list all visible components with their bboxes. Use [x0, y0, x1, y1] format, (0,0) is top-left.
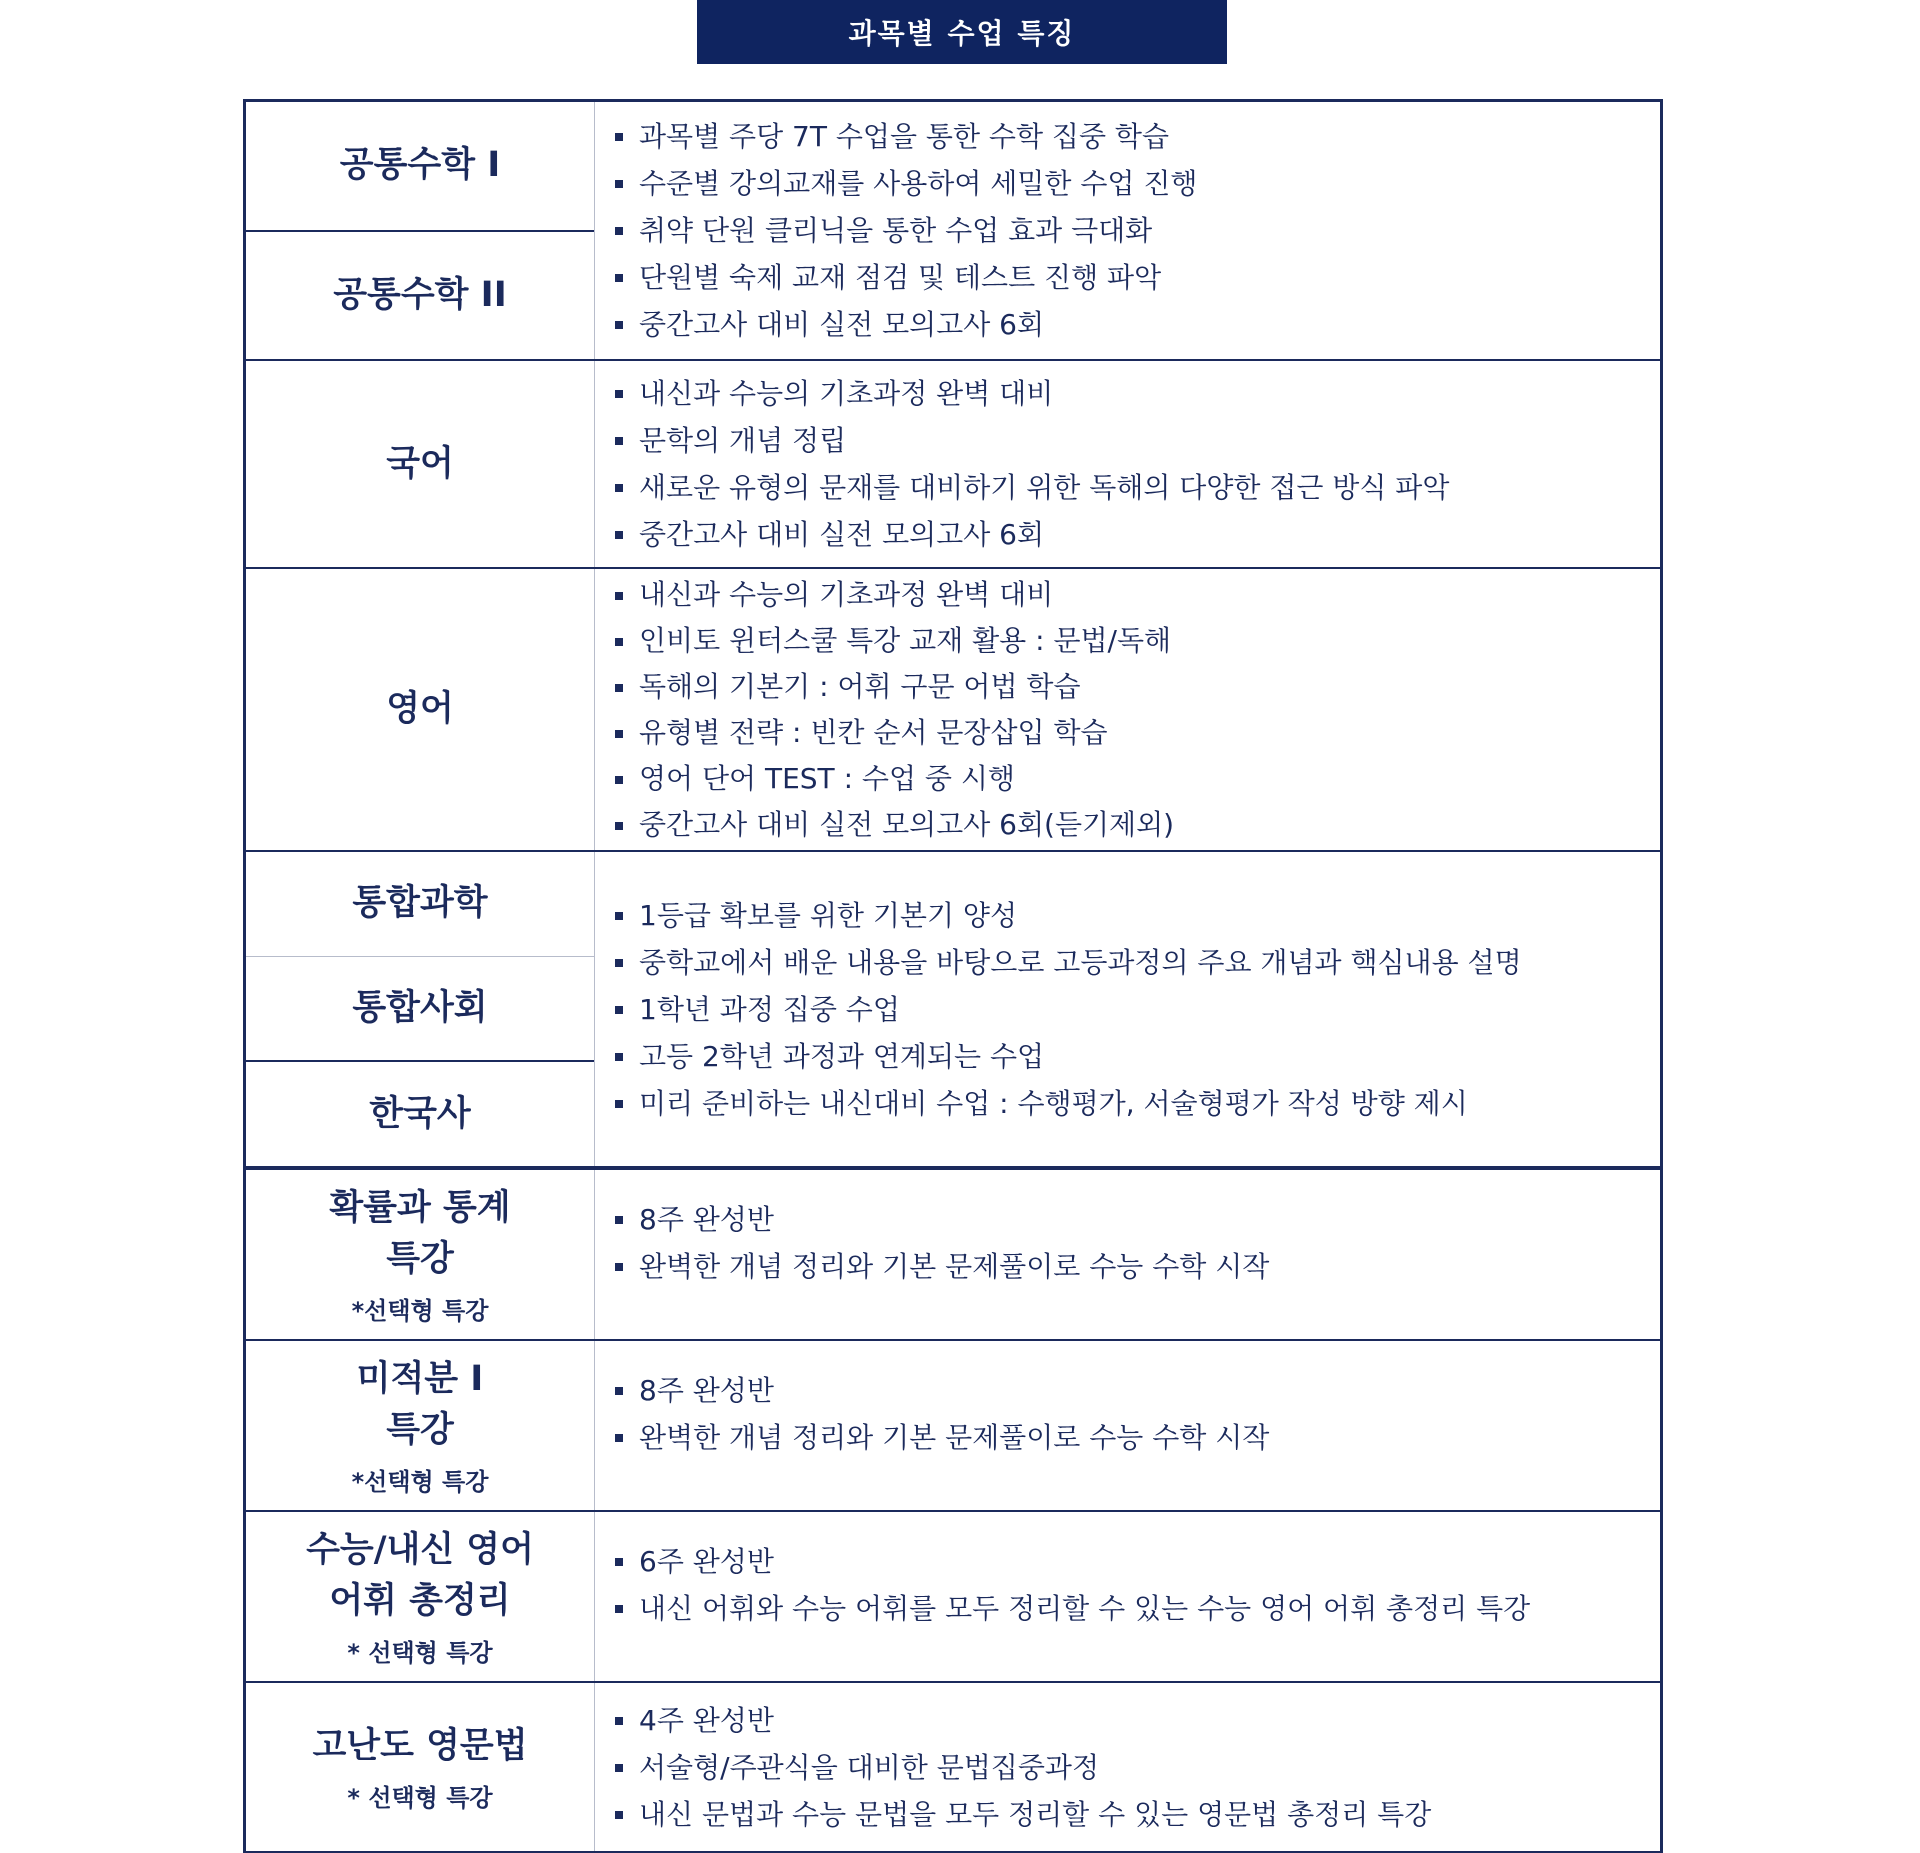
feature-item: 내신과 수능의 기초과정 완벽 대비 [615, 572, 1660, 618]
feature-item: 완벽한 개념 정리와 기본 문제풀이로 수능 수학 시작 [615, 1414, 1660, 1461]
feature-item: 과목별 주당 7T 수업을 통한 수학 집중 학습 [615, 113, 1660, 160]
subject [246, 230, 594, 360]
feature-item: 영어 단어 TEST : 수업 중 시행 [615, 756, 1660, 802]
feature-item: 8주 완성반 [615, 1196, 1660, 1243]
subject-name: 통합사회 [352, 988, 488, 1029]
elective-note: * 선택형 특강 [347, 1783, 493, 1812]
subject-name-line2: 특강 [386, 1239, 454, 1279]
subject-cell [246, 1170, 595, 1339]
subject-name: 영어 [386, 689, 454, 730]
subject [246, 1341, 594, 1510]
elective-note: *선택형 특강 [351, 1467, 489, 1496]
subject-name: 통합과학 [352, 883, 488, 924]
feature-item: 4주 완성반 [615, 1697, 1660, 1744]
subject-name: 국어 [386, 443, 454, 484]
subject-cell [246, 1341, 595, 1510]
subject-name: 공통수학 II [333, 274, 507, 315]
page-title: 과목별 수업 특징 [697, 0, 1227, 64]
feature-item: 중간고사 대비 실전 모의고사 6회(듣기제외) [615, 802, 1660, 848]
table-row [246, 102, 1660, 361]
feature-list [595, 361, 1660, 567]
subject-name: 수능/내신 영어 [306, 1530, 534, 1571]
feature-item: 고등 2학년 과정과 연계되는 수업 [615, 1033, 1660, 1080]
subject [246, 1683, 594, 1851]
table-row [246, 852, 1660, 1170]
subject [246, 1170, 594, 1339]
subject-cell [246, 569, 595, 850]
subject-name-line2: 어휘 총정리 [329, 1581, 511, 1621]
table-row [246, 1341, 1660, 1512]
subject-cell [246, 102, 595, 359]
feature-item: 독해의 기본기 : 어휘 구문 어법 학습 [615, 664, 1660, 710]
subject-cell [246, 852, 595, 1166]
elective-note: *선택형 특강 [351, 1296, 489, 1325]
feature-item: 내신과 수능의 기초과정 완벽 대비 [615, 370, 1660, 417]
subject-cell [246, 1683, 595, 1851]
feature-list [595, 1341, 1660, 1510]
subject-name: 공통수학 I [339, 145, 501, 186]
feature-item: 미리 준비하는 내신대비 수업 : 수행평가, 서술형평가 작성 방향 제시 [615, 1080, 1660, 1127]
feature-list [595, 1170, 1660, 1339]
subject [246, 361, 594, 567]
feature-list [595, 852, 1660, 1166]
table-row [246, 1512, 1660, 1683]
subject [246, 1060, 594, 1166]
feature-item: 중학교에서 배운 내용을 바탕으로 고등과정의 주요 개념과 핵심내용 설명 [615, 939, 1660, 986]
feature-item: 6주 완성반 [615, 1538, 1660, 1585]
feature-item: 중간고사 대비 실전 모의고사 6회 [615, 301, 1660, 348]
subject-name: 미적분 I [356, 1359, 484, 1400]
subject-name: 한국사 [369, 1093, 471, 1134]
subject-name: 확률과 통계 [329, 1188, 511, 1229]
feature-item: 단원별 숙제 교재 점검 및 테스트 진행 파악 [615, 254, 1660, 301]
subject-name-line2: 특강 [386, 1410, 454, 1450]
feature-item: 인비토 윈터스쿨 특강 교재 활용 : 문법/독해 [615, 618, 1660, 664]
feature-list [595, 1512, 1660, 1681]
table-row [246, 1170, 1660, 1341]
subject [246, 569, 594, 850]
feature-item: 서술형/주관식을 대비한 문법집중과정 [615, 1744, 1660, 1791]
feature-item: 1학년 과정 집중 수업 [615, 986, 1660, 1033]
subject-cell [246, 1512, 595, 1681]
subject-name: 고난도 영문법 [312, 1726, 528, 1767]
subject-cell [246, 361, 595, 567]
feature-list [595, 569, 1660, 850]
subject [246, 852, 594, 956]
feature-item: 새로운 유형의 문재를 대비하기 위한 독해의 다양한 접근 방식 파악 [615, 464, 1660, 511]
feature-item: 유형별 전략 : 빈칸 순서 문장삽입 학습 [615, 710, 1660, 756]
feature-item: 내신 문법과 수능 문법을 모두 정리할 수 있는 영문법 총정리 특강 [615, 1791, 1660, 1838]
subject [246, 1512, 594, 1681]
feature-item: 문학의 개념 정립 [615, 417, 1660, 464]
feature-item: 1등급 확보를 위한 기본기 양성 [615, 892, 1660, 939]
course-features-table [243, 99, 1663, 1853]
elective-note: * 선택형 특강 [347, 1638, 493, 1667]
subject [246, 956, 594, 1061]
feature-item: 중간고사 대비 실전 모의고사 6회 [615, 511, 1660, 558]
feature-item: 8주 완성반 [615, 1367, 1660, 1414]
subject [246, 102, 594, 230]
feature-list [595, 102, 1660, 359]
feature-item: 내신 어휘와 수능 어휘를 모두 정리할 수 있는 수능 영어 어휘 총정리 특강 [615, 1585, 1660, 1632]
feature-item: 수준별 강의교재를 사용하여 세밀한 수업 진행 [615, 160, 1660, 207]
table-row [246, 569, 1660, 852]
table-row [246, 1683, 1660, 1853]
feature-item: 취약 단원 클리닉을 통한 수업 효과 극대화 [615, 207, 1660, 254]
table-row [246, 361, 1660, 569]
feature-item: 완벽한 개념 정리와 기본 문제풀이로 수능 수학 시작 [615, 1243, 1660, 1290]
feature-list [595, 1683, 1660, 1851]
